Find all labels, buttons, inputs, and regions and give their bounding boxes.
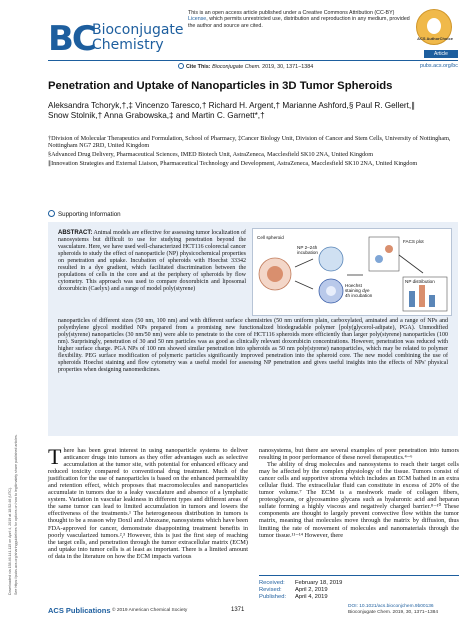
authors-line1[interactable]: Aleksandra Tchoryk,†,‡ Vincenzo Taresco,† Richard H. Argent,† Marianne Ashford,§ Paul R. Gellert,∥ (48, 101, 416, 110)
license-text: This is an open access article published under a Creative Commons Attribution (CC-BY) (188, 10, 395, 16)
hoechst-core-icon (326, 286, 336, 296)
authors-line2[interactable]: Snow Stolnik,† Anna Grabowska,‡ and Martin C. Garnett*,† (48, 111, 265, 121)
cite-journal: Bioconjugate Chem. (212, 64, 261, 70)
download-side-note (3, 175, 21, 595)
cite-ref: 2019, 30, 1371−1384 (262, 64, 314, 70)
journal-header (48, 6, 458, 62)
arrow-icon-4 (399, 255, 423, 273)
page-footer (48, 604, 458, 616)
supporting-information-link[interactable] (48, 210, 248, 218)
date-value: April 2, 2019 (295, 587, 328, 594)
journal-name[interactable] (92, 23, 184, 53)
graphic-facs-label: FACS plot (403, 239, 424, 244)
toc-graphic (252, 228, 452, 316)
body-right-column (259, 447, 459, 539)
facs-dot-icon (375, 255, 383, 263)
drop-cap: T (48, 444, 62, 469)
publication-dates (259, 575, 459, 602)
date-label: Published: (259, 594, 287, 601)
doi-link[interactable]: DOI: 10.1021/acs.bioconjchem.9b00136 (348, 604, 434, 609)
page-number: 1371 (231, 607, 245, 613)
affiliation-2: §Advanced Drug Delivery, Pharmaceutical Sciences, IMED Biotech Unit, AstraZeneca, Macclesfield SK10 2NA, United Kingdom (48, 151, 374, 159)
affiliation-3: ∥Innovation Strategies and External Liaison, Pharmaceutical Technology and Development, AstraZeneca, Macclesfield SK10 2NA, United Kingdom (48, 159, 418, 167)
body-left-column (48, 444, 248, 560)
cite-this[interactable] (178, 63, 313, 70)
facs-plot-icon (369, 237, 399, 271)
arrow-icon-2 (295, 281, 313, 289)
affiliation-1: †Division of Molecular Therapeutics and Formulation, School of Pharmacy, ‡Cancer Biology Unit, Division of Cancer and Stem Cells, University of Nottingham, Nottingham NG7 2RD, United Kingdom (48, 135, 451, 150)
bar-icon-3 (429, 295, 435, 307)
article-type-tag: Article (424, 50, 458, 58)
cite-label: Cite This: (186, 64, 211, 70)
date-revised (259, 587, 459, 594)
abstract-text-1: Animal models are effective for assessing tumor localization of nanosystems but difficult to use for studying penetration beyond the vasculature. Here, we have used well-characterized HCT116 colorectal cancer spheroids to study the effect of nanoparticle (NP) physicochemical properties on penetration and uptake. Incubation of spheroids with Hoechst 33342 resulted in a dye gradient, which facilitated discrimination between the populations of cells in the core and at the periphery of spheroids by flow cytometry. This approach was used to compare doxorubicin and liposomal doxorubicin (Caelyx) and a range of model poly(styrene) (58, 230, 246, 293)
abstract-part2: nanoparticles of different sizes (50 nm, 100 nm) and with different surface chemistries (50 nm uniform plain, carboxylated, aminated and a range of NPs and polyethylene glycol modified NPs prepared from a promising new functionalized biodegradable polymer [poly(glycerol-adipate), PGA). Unmodified poly(styrene) nanoparticles (30 nm/50 nm) were able to penetrate to the core of HCT116 spheroids more efficiently than larger poly(styrene) nanoparticles (100 nm). Surprisingly, penetration of 30 and 50 nm particles was as good as clinically relevant doxorubicin concentrations. However, penetration was reduced with higher surface charge. PGA NPs of 100 nm showed similar penetration into spheroids as 50 nm poly(styrene) nanoparticles, which may be related to polymer flexibility. PEG surface modification of polymeric particles significantly improved penetration into the spheroid core. The new model combining the use of spheroids Hoechst staining and flow cytometry was a useful model for assessing NP penetration and gives useful insights into the effects of NPs' physical properties when designing nanomedicines. (58, 318, 448, 374)
side-note-line2[interactable]: See https://pubs.acs.org/sharingguidelines for options on how to legitimately share published articles. (14, 434, 18, 595)
graphic-distribution-label: NP distribution (405, 279, 435, 284)
article-title: Penetration and Uptake of Nanoparticles in 3D Tumor Spheroids (48, 80, 393, 92)
author-list (48, 101, 458, 121)
cite-icon (178, 63, 184, 69)
graphic-hoechst-label: Hoechst staining dye 4h incubation (345, 283, 373, 299)
spheroid-core-icon (267, 266, 283, 282)
info-icon (48, 210, 55, 217)
doi-citation: Bioconjugate Chem. 2019, 30, 1371−1384 (348, 609, 439, 615)
abstract-label: ABSTRACT: (58, 230, 93, 236)
affiliations (48, 135, 458, 169)
date-received (259, 580, 459, 587)
license-notice (188, 10, 413, 29)
date-value: February 18, 2019 (295, 580, 343, 586)
journal-name-line1: Bioconjugate (92, 22, 184, 38)
bar-icon-2 (419, 285, 425, 307)
date-label: Received: (259, 580, 285, 586)
license-text-2: , which permits unrestricted use, distribution and reproduction in any medium, provided the author and source are cited. (188, 16, 410, 29)
badge-text: ACS AuthorChoice (417, 36, 453, 41)
license-link[interactable]: License (188, 16, 207, 23)
intro-text-continued: nanosystems, but there are several examples of poor penetration into tumors resulting in poor performance of these novel therapeutics.⁴−⁶ (259, 447, 459, 462)
copyright: © 2019 American Chemical Society (112, 608, 188, 613)
side-note-line1: Downloaded via 158.46.141.115 on April 4, 2019 at 18:52:46 (UTC). (8, 486, 12, 595)
date-label: Revised: (259, 587, 282, 594)
date-value: April 4, 2019 (295, 594, 328, 601)
abstract-part1 (58, 230, 246, 293)
journal-site-link[interactable]: pubs.acs.org/bc (419, 63, 458, 69)
acs-publications-logo[interactable]: ACS Publications (48, 606, 111, 615)
supporting-info-label: Supporting Information (58, 211, 121, 218)
citation-bar (48, 60, 458, 72)
intro-text: here has been great interest in using nanoparticle systems to deliver anticancer drugs into tumors as they offer advantages such as selective accumulation at the tumor site, with potential for enhanced efficacy and reduced toxicity compared to conventional drug treatment. Much of the justification for the use of nanoparticles is based on the enhanced permeability and retention effect, which proposes that macromolecules and nanoparticles accumulate in tumors due to a leaky vasculature and absence of a lymphatic system. Variation in vascular leakiness in different types and different areas of the same tumor can lead to limited accumulation in tumors and lowers the effectiveness of the treatments.¹ The heterogeneous distribution in tumors is thought to be a reason why Doxil and Abraxane, nanosystems which have been FDA-approved for cancer, demonstrate disappointing treatment benefits in poorly vascularized tumors.²,³ However, this is just the first step of reaching the target cells, and penetration through the tumor extracellular matrix (ECM) and uptake into tumor cells is at least as important. There is a limited amount of data in the literature on how the ECM impacts various (48, 447, 248, 560)
arrow-icon (295, 259, 313, 267)
intro-paragraph-2: The ability of drug molecules and nanosystems to reach their target cells may be affected by the complex physiology of the tissue. Tumors consist of cancer cells and supportive stroma which includes an ECM bathed in an extra cellular fluid. The extracellular fluid can constitute in excess of 20% of the tumor volume.⁷ The ECM is a meshwork made of collagen fibers, proteoglycans, or glycosamino glycans such as hyaluronic acid and heparan sulfate forming a highly viscous and negatively charged barrier.⁸−¹⁰ These components are thought to largely prevent convective flow within the tumor matrix, meaning that molecules move through the matrix by diffusion, thus limiting the rate of movement of molecules and nanomaterials through the tumor tissue.¹¹−¹⁴ However, there (259, 461, 459, 539)
authorchoice-badge-icon[interactable] (416, 9, 452, 45)
graphic-incubation-label: NP 2–24h incubation (297, 245, 318, 256)
bar-icon (409, 291, 415, 307)
facs-dot-icon-2 (385, 245, 393, 253)
graphic-cell-label: Cell spheroid (257, 235, 284, 240)
journal-logo-mark[interactable]: BC (48, 19, 95, 59)
date-published (259, 594, 459, 601)
journal-name-line2: Chemistry (92, 37, 164, 53)
doi-block (348, 604, 458, 615)
